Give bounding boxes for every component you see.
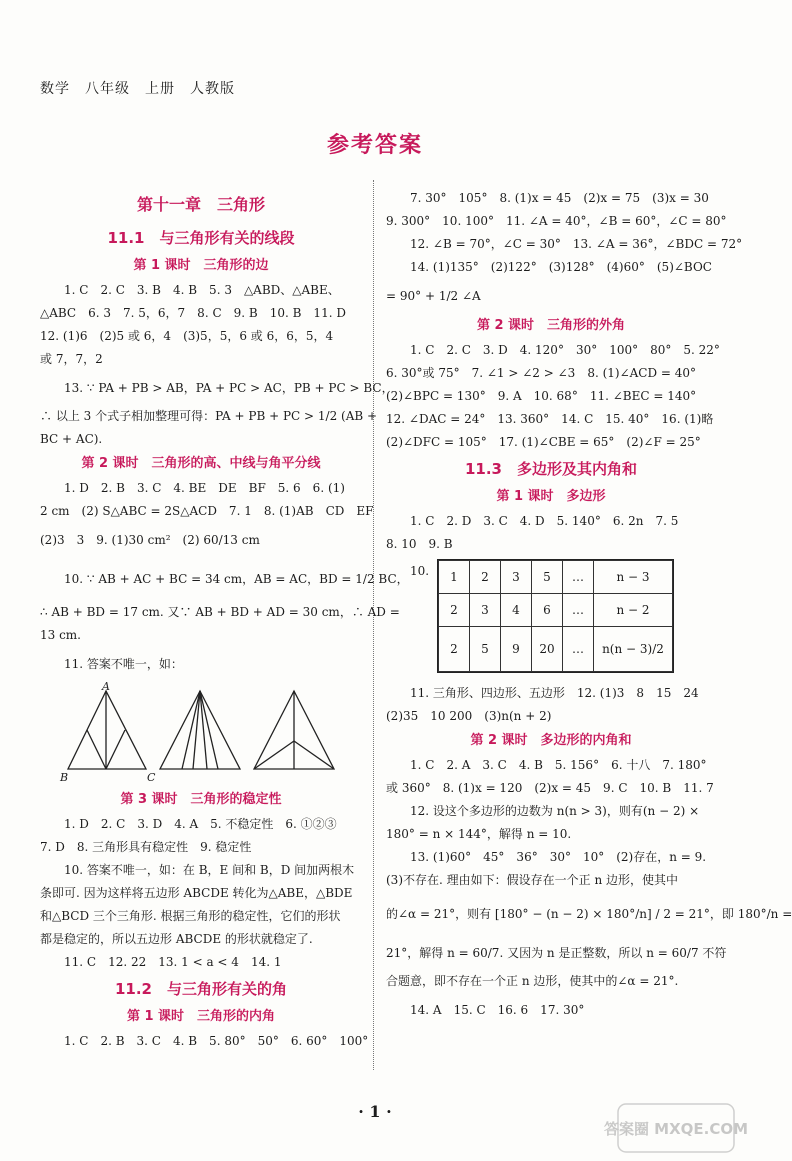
left-column	[40, 187, 409, 1053]
answer-line: 7. D 8. 三角形具有稳定性 9. 稳定性	[40, 840, 252, 854]
answer-line: 12. (1)6 (2)5 或 6，4 (3)5，5，6 或 6，6，5，4	[40, 329, 334, 343]
answer-line: 14. (1)135° (2)122° (3)128° (4)60° (5)∠BOC	[410, 260, 712, 274]
table-cell: n − 2	[594, 594, 673, 627]
answer-line: 13. (1)60° 45° 36° 30° 10° (2)存在，n = 9.	[410, 850, 707, 864]
table-cell: 20	[532, 627, 563, 672]
answer-line: BC + AC).	[40, 432, 103, 446]
answer-line: 或 7，7，2	[40, 352, 103, 366]
answer-line: 1. C 2. C 3. D 4. 120° 30° 100° 80° 5. 22°	[410, 343, 720, 357]
watermark-text: 答案圈 MXQE.COM	[603, 1120, 749, 1138]
answer-line: 都是稳定的，所以五边形 ABCDE 的形状就稳定了.	[40, 932, 313, 946]
table-cell: 2	[470, 561, 501, 594]
section-heading-11-3: 11.3 多边形及其内角和	[464, 460, 637, 478]
table-cell: n − 3	[594, 561, 673, 594]
answer-line: 21°，解得 n = 60/7. 又因为 n 是正整数，所以 n = 60/7 不符	[386, 946, 727, 960]
table-cell: n(n − 3)/2	[594, 627, 673, 672]
answer-line: 9. 300° 10. 100° 11. ∠A = 40°，∠B = 60°，∠C = 80°	[386, 214, 727, 228]
table-cell: 1	[439, 561, 470, 594]
answer-line: 1. C 2. C 3. B 4. B 5. 3 △ABD、△ABE、	[64, 283, 340, 297]
vertex-label-c: C	[147, 771, 156, 784]
watermark-logo	[603, 1100, 749, 1156]
table-cell: 9	[501, 627, 532, 672]
answer-line: 12. ∠B = 70°，∠C = 30° 13. ∠A = 36°，∠BDC = 72°	[410, 237, 743, 251]
table-cell: 3	[501, 561, 532, 594]
lesson-heading: 第 2 课时 三角形的高、中线与角平分线	[81, 456, 321, 471]
table-cell: …	[563, 594, 594, 627]
lesson-heading: 第 1 课时 三角形的边	[133, 258, 269, 273]
vertex-label-b: B	[60, 771, 69, 784]
answer-line: 14. A 15. C 16. 6 17. 30°	[410, 1003, 585, 1017]
answer-line: △ABC 6. 3 7. 5，6，7 8. C 9. B 10. B 11. D	[40, 306, 346, 320]
answer-line: (2)∠BPC = 130° 9. A 10. 68° 11. ∠BEC = 140°	[386, 389, 697, 403]
table-cell: 5	[532, 561, 563, 594]
answer-line: 6. 30°或 75° 7. ∠1 > ∠2 > ∠3 8. (1)∠ACD = 40°	[386, 366, 697, 380]
page-number: · 1 ·	[358, 1102, 392, 1121]
answer-line: 合题意，即不存在一个正 n 边形，使其中的∠α = 21°.	[386, 974, 679, 988]
table-question-number: 10.	[410, 564, 430, 578]
page-title: 参考答案	[326, 133, 423, 158]
answer-line: 13. ∵ PA + PB > AB，PA + PC > AC，PB + PC > BC，	[64, 381, 394, 395]
answer-line: 2 cm (2) S△ABC = 2S△ACD 7. 1 8. (1)AB CD EF	[40, 504, 374, 518]
lesson-heading: 第 3 课时 三角形的稳定性	[120, 792, 282, 807]
lesson-heading: 第 1 课时 多边形	[496, 489, 606, 504]
table-cell: …	[563, 561, 594, 594]
right-column	[386, 187, 792, 1027]
answer-line: 的∠α = 21°，则有 [180° − (n − 2) × 180°/n] / 2 = 21°，即 180°/n =	[386, 907, 792, 921]
table-row	[439, 594, 673, 627]
answer-line: 12. ∠DAC = 24° 13. 360° 14. C 15. 40° 16. (1)略	[386, 412, 714, 426]
table-cell: 3	[470, 594, 501, 627]
answer-line: 13 cm.	[40, 628, 81, 642]
table-cell: …	[563, 627, 594, 672]
lesson-heading: 第 1 课时 三角形的内角	[126, 1009, 276, 1024]
column-divider	[373, 180, 374, 1070]
answer-line: 8. 10 9. B	[386, 537, 453, 551]
answer-line: = 90° + 1/2 ∠A	[386, 289, 481, 303]
answer-line: 和△BCD 三个三角形. 根据三角形的稳定性，它们的形状	[40, 909, 341, 923]
answer-line: 1. C 2. D 3. C 4. D 5. 140° 6. 2n 7. 5	[410, 514, 679, 528]
answer-table-block	[386, 560, 716, 672]
vertex-label-a: A	[102, 680, 110, 693]
page-header: 数学 八年级 上册 人教版	[40, 81, 235, 97]
lesson-heading: 第 2 课时 多边形的内角和	[470, 733, 632, 748]
answer-line: 11. 三角形、四边形、五边形 12. (1)3 8 15 24	[410, 686, 699, 700]
answer-line: 1. D 2. C 3. D 4. A 5. 不稳定性 6. ①②③	[64, 817, 337, 831]
answer-line: (3)不存在. 理由如下：假设存在一个正 n 边形，使其中	[386, 873, 678, 887]
answer-line: 1. C 2. A 3. C 4. B 5. 156° 6. 十八 7. 180°	[410, 758, 707, 772]
answer-line: 或 360° 8. (1)x = 120 (2)x = 45 9. C 10. B 11. 7	[386, 781, 714, 795]
answer-line: 180° = n × 144°，解得 n = 10.	[386, 827, 572, 841]
table-row	[439, 627, 673, 672]
answer-line: ∴ AB + BD = 17 cm. 又∵ AB + BD + AD = 30 cm，∴ AD =	[40, 605, 400, 619]
answer-line: 11. C 12. 22 13. 1 < a < 4 14. 1	[64, 955, 282, 969]
triangle-figures	[60, 680, 350, 784]
lesson-heading: 第 2 课时 三角形的外角	[476, 318, 626, 333]
answer-line: 1. D 2. B 3. C 4. BE DE BF 5. 6 6. (1)	[64, 481, 345, 495]
section-heading-11-2: 11.2 与三角形有关的角	[114, 980, 287, 998]
table-cell: 4	[501, 594, 532, 627]
answer-line: (2)∠DFC = 105° 17. (1)∠CBE = 65° (2)∠F = 25°	[386, 435, 701, 449]
section-heading-11-1: 11.1 与三角形有关的线段	[107, 229, 295, 247]
answer-table	[438, 560, 673, 672]
table-cell: 2	[439, 594, 470, 627]
answer-line: 10. 答案不唯一，如：在 B，E 间和 B，D 间加两根木	[64, 863, 355, 877]
table-cell: 5	[470, 627, 501, 672]
table-cell: 6	[532, 594, 563, 627]
answer-line: 10. ∵ AB + AC + BC = 34 cm，AB = AC，BD = 1/2 BC，	[64, 572, 409, 586]
table-row	[439, 561, 673, 594]
answer-line: 条即可. 因为这样将五边形 ABCDE 转化为△ABE，△BDE	[40, 886, 353, 900]
answer-line: 1. C 2. B 3. C 4. B 5. 80° 50° 6. 60° 100°	[64, 1034, 369, 1048]
answer-line: 11. 答案不唯一，如：	[64, 657, 183, 671]
answer-line: 12. 设这个多边形的边数为 n(n > 3)，则有(n − 2) ×	[410, 804, 700, 818]
chapter-heading: 第十一章 三角形	[136, 195, 265, 214]
answer-line: 7. 30° 105° 8. (1)x = 45 (2)x = 75 (3)x = 30	[410, 191, 709, 205]
answer-line: (2)3 3 9. (1)30 cm² (2) 60/13 cm	[40, 533, 260, 547]
table-cell: 2	[439, 627, 470, 672]
answer-line: ∴ 以上 3 个式子相加整理可得：PA + PB + PC > 1/2 (AB +	[40, 409, 378, 423]
answer-line: (2)35 10 200 (3)n(n + 2)	[386, 709, 552, 723]
